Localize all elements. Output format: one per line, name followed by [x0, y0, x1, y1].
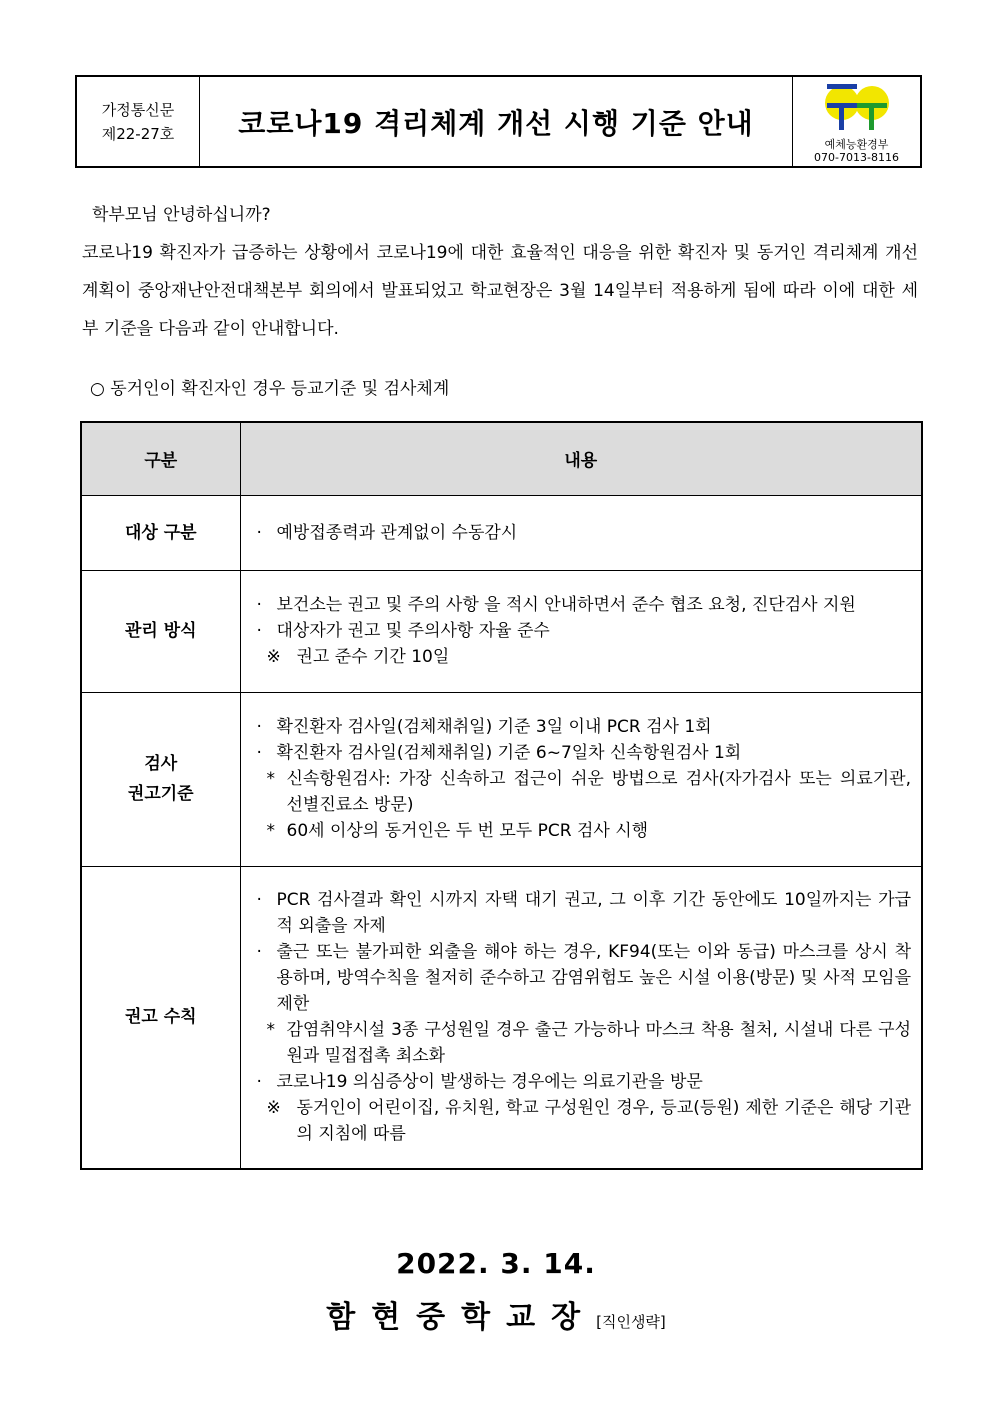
list-item — [257, 887, 912, 939]
page-title: 코로나19 격리체계 개선 시행 기준 안내 — [238, 106, 754, 140]
item-text: 60세 이상의 동거인은 두 번 모두 PCR 검사 시행 — [286, 821, 649, 841]
category-label: 대상 구분 — [124, 522, 197, 543]
item-text: 출근 또는 불가피한 외출을 해야 하는 경우, KF94(또는 이와 동급) 마스크를 상시 착용하며, 방역수칙을 철저히 준수하고 감염위험도 높은 시설 이용(방문) 및 사적 모임을 제한 — [276, 942, 911, 1015]
item-text: 동거인이 어린이집, 유치원, 학교 구성원인 경우, 등교(등원) 제한 기준은 해당 기관의 지침에 따름 — [296, 1098, 911, 1145]
item-text: 권고 준수 기간 10일 — [296, 647, 450, 667]
bullet-mark: ※ — [266, 647, 281, 667]
doc-id-cell — [77, 77, 200, 166]
row-content — [240, 570, 922, 692]
bullet-mark: ※ — [266, 1098, 281, 1119]
list-item — [257, 740, 912, 766]
bullet-mark: · — [256, 621, 262, 641]
doc-type: 가정통신문 — [101, 100, 175, 119]
item-text: 대상자가 권고 및 주의사항 자율 준수 — [276, 621, 550, 641]
table-row — [81, 570, 922, 692]
document-date: 2022. 3. 14. — [396, 1247, 596, 1280]
bullet-mark: · — [256, 717, 262, 737]
section-title: ○ 동거인이 확진자인 경우 등교기준 및 검사체계 — [90, 379, 450, 399]
document-header — [75, 75, 922, 168]
header-category: 구분 — [81, 422, 240, 495]
item-text: PCR 검사결과 확인 시까지 자택 대기 권고, 그 이후 기간 동안에도 10일까지는 가급적 외출을 자제 — [276, 890, 911, 937]
item-text: 예방접종력과 관계없이 수동감시 — [276, 522, 518, 543]
bullet-mark: · — [256, 890, 262, 911]
row-category — [81, 495, 240, 570]
intro-paragraph: 코로나19 확진자가 급증하는 상황에서 코로나19에 대한 효율적인 대응을 위한 확진자 및 동거인 격리체계 개선 계획이 중앙재난안전대책본부 회의에서 발표되었고 학교현장은 3월 14일부터 적용하게 됨에 따라 이에 대한 세부 기준을 다음과 같이 안내합니다. — [82, 243, 918, 339]
org-name: 예체능환경부 — [824, 138, 889, 151]
seal-note: [직인생략] — [596, 1313, 666, 1331]
signer-line — [0, 1292, 992, 1336]
signer-name: 함현중학교장 — [326, 1300, 597, 1335]
list-item — [257, 714, 912, 740]
bullet-mark: · — [256, 743, 262, 763]
category-label: 권고기준 — [127, 784, 194, 804]
criteria-table — [80, 421, 923, 1170]
item-text: 확진환자 검사일(검체채취일) 기준 3일 이내 PCR 검사 1회 — [276, 717, 712, 737]
table-header-row — [81, 422, 922, 495]
bullet-mark: · — [256, 1072, 262, 1093]
bullet-mark: * — [266, 1020, 275, 1041]
item-text: 확진환자 검사일(검체채취일) 기준 6~7일차 신속항원검사 1회 — [276, 743, 742, 763]
bullet-mark: * — [266, 769, 275, 789]
row-content — [240, 692, 922, 866]
list-item — [257, 766, 912, 818]
list-item — [257, 520, 912, 546]
item-text: 감염취약시설 3종 구성원일 경우 출근 가능하나 마스크 착용 철처, 시설내 다른 구성원과 밀접접촉 최소화 — [286, 1020, 911, 1067]
bullet-mark: · — [256, 942, 262, 963]
list-item — [257, 592, 912, 618]
table-row — [81, 692, 922, 866]
school-logo-icon — [822, 82, 892, 132]
table-row — [81, 495, 922, 570]
category-label: 검사 — [144, 754, 178, 774]
list-item — [257, 1095, 912, 1147]
category-label: 관리 방식 — [124, 621, 197, 641]
list-item — [257, 1069, 912, 1095]
item-text: 보건소는 권고 및 주의 사항 을 적시 안내하면서 준수 협조 요청, 진단검사 지원 — [276, 595, 856, 615]
list-item — [257, 818, 912, 844]
bullet-mark: · — [256, 522, 262, 543]
row-category — [81, 570, 240, 692]
list-item — [257, 644, 912, 670]
category-label: 권고 수칙 — [124, 1007, 197, 1028]
greeting: 학부모님 안녕하십니까? — [92, 205, 271, 225]
org-phone: 070-7013-8116 — [814, 151, 899, 164]
item-text: 코로나19 의심증상이 발생하는 경우에는 의료기관을 방문 — [276, 1072, 703, 1093]
doc-number: 제22-27호 — [101, 124, 175, 143]
row-category — [81, 866, 240, 1169]
item-text: 신속항원검사: 가장 신속하고 접근이 쉬운 방법으로 검사(자가검사 또는 의료기관, 선별진료소 방문) — [286, 769, 911, 815]
org-cell — [792, 77, 920, 166]
bullet-mark: · — [256, 595, 262, 615]
list-item — [257, 618, 912, 644]
bullet-mark: * — [266, 821, 275, 841]
header-content: 내용 — [240, 422, 922, 495]
row-category — [81, 692, 240, 866]
list-item — [257, 939, 912, 1017]
row-content — [240, 495, 922, 570]
row-content — [240, 866, 922, 1169]
list-item — [257, 1017, 912, 1069]
table-row — [81, 866, 922, 1169]
